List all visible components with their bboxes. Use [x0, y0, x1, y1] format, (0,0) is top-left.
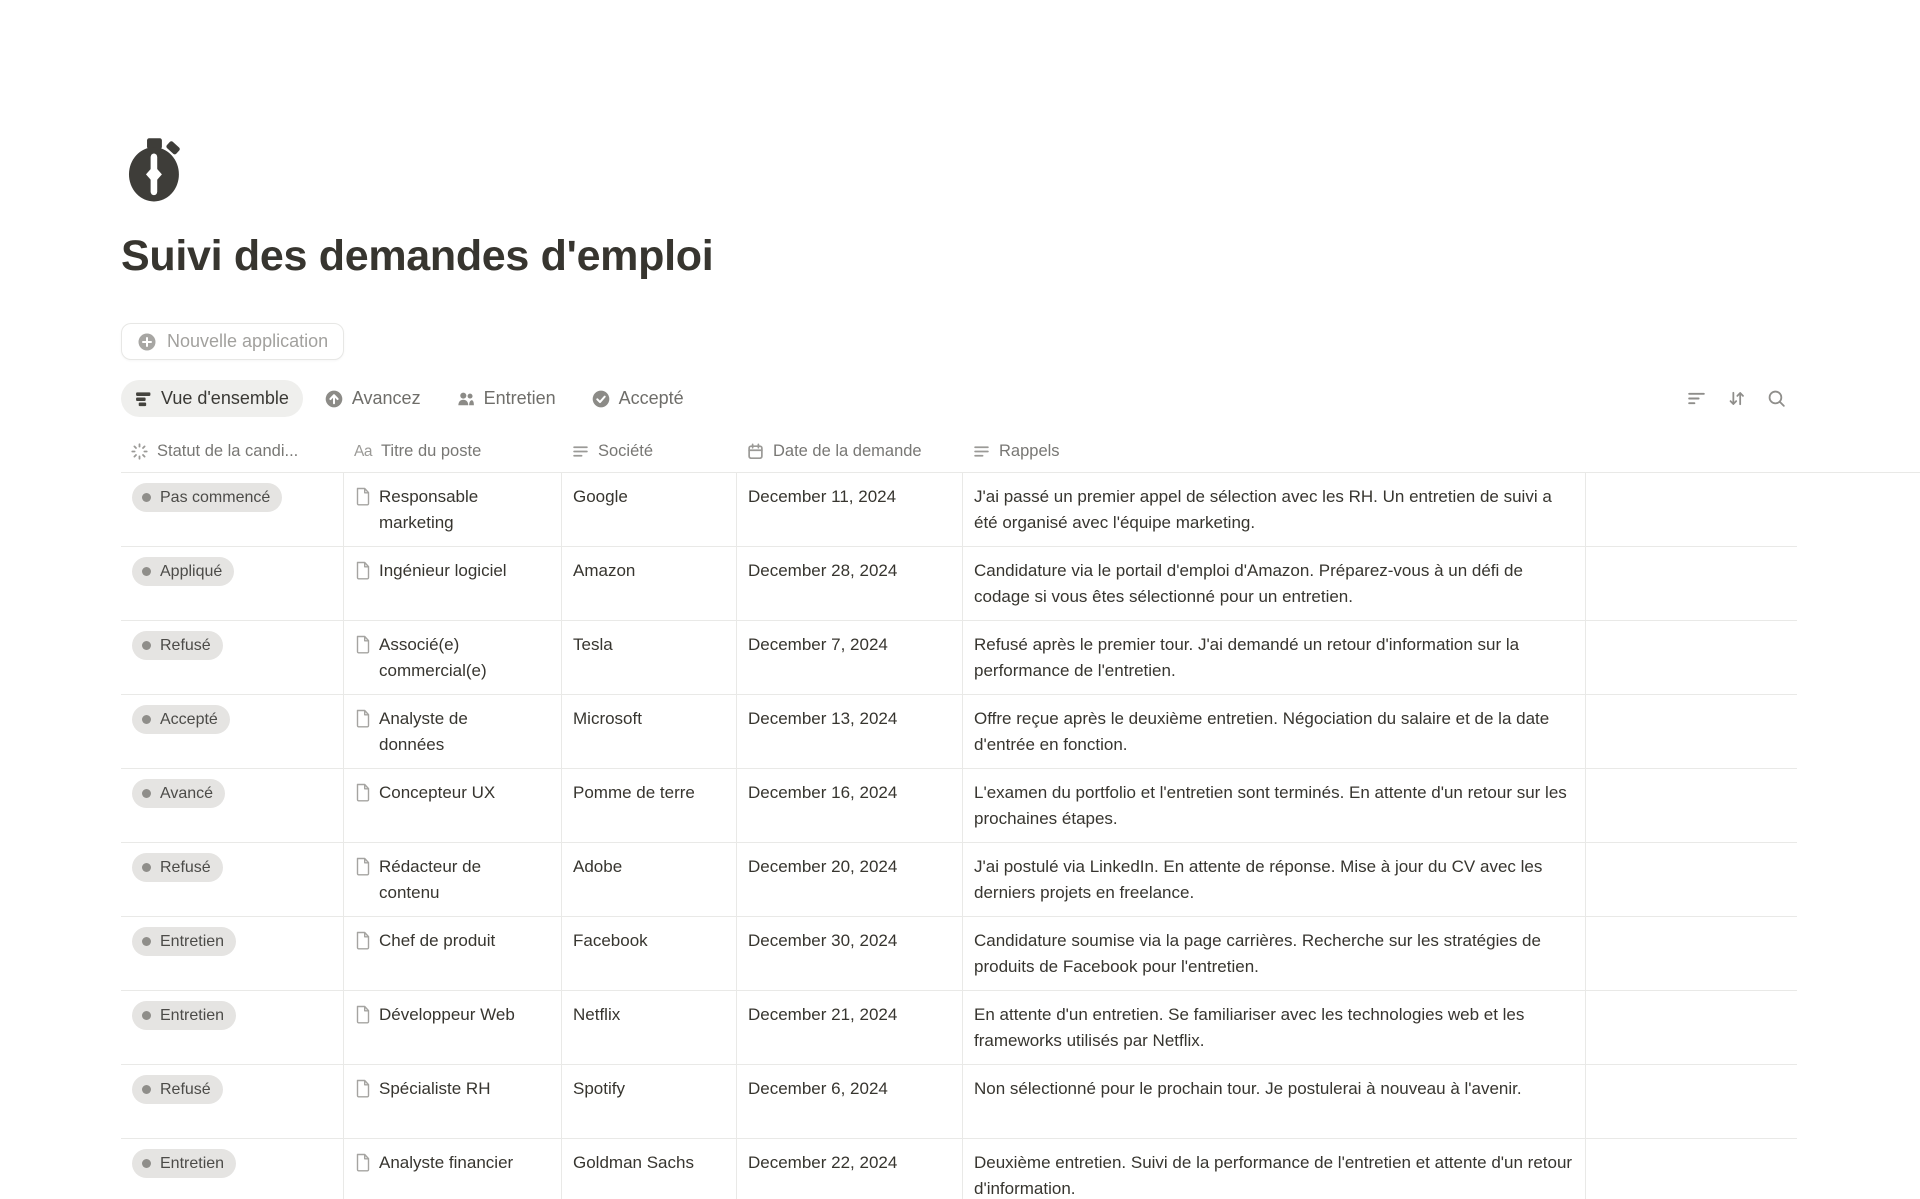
note-cell[interactable] [963, 769, 1586, 842]
company-text: Adobe [573, 857, 623, 876]
tab-avancez[interactable] [311, 380, 435, 417]
date-text: December 22, 2024 [748, 1153, 898, 1172]
status-badge-label: Entretien [160, 1006, 225, 1024]
company-cell[interactable] [562, 769, 737, 842]
page-file-icon [355, 1079, 371, 1138]
job-title-cell[interactable] [344, 473, 562, 546]
status-cell[interactable] [121, 917, 344, 990]
status-dot-icon [142, 789, 151, 798]
status-badge[interactable] [132, 779, 225, 808]
plus-circle-icon [137, 332, 157, 352]
sort-icon[interactable] [1726, 388, 1747, 409]
table-row[interactable] [121, 473, 1797, 547]
note-cell[interactable] [963, 1065, 1586, 1138]
status-badge-label: Avancé [160, 784, 214, 802]
company-text: Pomme de terre [573, 783, 695, 802]
status-dot-icon [142, 1011, 151, 1020]
job-title-text: Analyste de données [379, 709, 468, 754]
status-badge[interactable] [132, 631, 223, 660]
table-row[interactable] [121, 991, 1797, 1065]
company-text: Tesla [573, 635, 613, 654]
page-file-icon [355, 487, 371, 546]
status-badge-label: Appliqué [160, 562, 223, 580]
company-text: Microsoft [573, 709, 642, 728]
note-cell[interactable] [963, 991, 1586, 1064]
tab-label: Avancez [351, 388, 421, 408]
table-row[interactable] [121, 1065, 1797, 1139]
column-label: Société [598, 442, 654, 460]
job-title-text: Développeur Web [379, 1005, 515, 1024]
note-text: Candidature via le portail d'emploi d'Amazon. Préparez-vous à un défi de codage si vous êtes sélectionné pour un entretien. [974, 561, 1523, 606]
page-file-icon [355, 561, 371, 620]
tab-accepte[interactable] [578, 380, 698, 417]
column-header-societe[interactable] [562, 442, 737, 461]
status-spinner-icon [131, 443, 148, 460]
filter-icon[interactable] [1686, 388, 1707, 409]
page-file-icon [355, 857, 371, 916]
job-title-text: Chef de produit [379, 931, 496, 950]
people-icon [457, 390, 475, 408]
table-body [121, 472, 1920, 1199]
page-content [0, 134, 1920, 1199]
date-cell[interactable] [737, 991, 963, 1064]
tab-label: Entretien [483, 388, 556, 408]
company-cell[interactable] [562, 1065, 737, 1138]
column-header-statut[interactable] [121, 442, 344, 461]
status-dot-icon [142, 715, 151, 724]
page-title[interactable]: Suivi des demandes d'emploi [121, 232, 714, 280]
status-badge[interactable] [132, 1149, 236, 1178]
status-cell[interactable] [121, 621, 344, 694]
date-cell[interactable] [737, 547, 963, 620]
job-title-text: Spécialiste RH [379, 1079, 491, 1098]
job-title-text: Responsable marketing [379, 487, 479, 532]
status-cell[interactable] [121, 769, 344, 842]
date-text: December 20, 2024 [748, 857, 898, 876]
trailing-cell[interactable] [1586, 917, 1797, 990]
table-row[interactable] [121, 547, 1797, 621]
table-row[interactable] [121, 695, 1797, 769]
note-cell[interactable] [963, 695, 1586, 768]
date-cell[interactable] [737, 1065, 963, 1138]
job-title-cell[interactable] [344, 991, 562, 1064]
status-cell[interactable] [121, 1139, 344, 1199]
status-dot-icon [142, 937, 151, 946]
column-label: Rappels [999, 442, 1060, 460]
status-cell[interactable] [121, 473, 344, 546]
trailing-cell[interactable] [1586, 843, 1797, 916]
status-dot-icon [142, 1159, 151, 1168]
text-lines-icon [572, 443, 589, 460]
date-text: December 6, 2024 [748, 1079, 888, 1098]
company-text: Netflix [573, 1005, 621, 1024]
column-label: Date de la demande [773, 442, 922, 460]
status-badge[interactable] [132, 853, 223, 882]
trailing-cell[interactable] [1586, 473, 1797, 546]
tab-label: Vue d'ensemble [161, 388, 289, 408]
trailing-cell[interactable] [1586, 991, 1797, 1064]
status-badge-label: Entretien [160, 932, 225, 950]
status-dot-icon [142, 493, 151, 502]
status-badge-label: Accepté [160, 710, 218, 728]
job-title-cell[interactable] [344, 917, 562, 990]
note-cell[interactable] [963, 1139, 1586, 1199]
table-row[interactable] [121, 621, 1797, 695]
note-text: En attente d'un entretien. Se familiariser avec les technologies web et les frameworks utilisés par Netflix. [974, 1005, 1525, 1050]
new-application-label: Nouvelle application [167, 331, 329, 351]
company-text: Google [573, 487, 628, 506]
trailing-cell[interactable] [1586, 1139, 1797, 1199]
tab-vue-densemble[interactable] [121, 380, 303, 417]
page-file-icon [355, 931, 371, 990]
company-text: Facebook [573, 931, 648, 950]
board-view-icon [135, 390, 152, 407]
page-file-icon [355, 1005, 371, 1064]
status-dot-icon [142, 1085, 151, 1094]
date-text: December 21, 2024 [748, 1005, 898, 1024]
job-title-cell[interactable] [344, 1065, 562, 1138]
column-header-titre[interactable] [344, 442, 562, 461]
page-file-icon [355, 635, 371, 694]
status-dot-icon [142, 567, 151, 576]
trailing-cell[interactable] [1586, 1065, 1797, 1138]
status-badge[interactable] [132, 557, 234, 586]
date-cell[interactable] [737, 917, 963, 990]
status-cell[interactable] [121, 991, 344, 1064]
text-lines-icon [973, 443, 990, 460]
column-label: Statut de la candi... [157, 442, 299, 460]
company-cell[interactable] [562, 547, 737, 620]
job-title-text: Analyste financier [379, 1153, 514, 1172]
note-text: Offre reçue après le deuxième entretien. Négociation du salaire et de la date d'entrée en fonction. [974, 709, 1550, 754]
status-cell[interactable] [121, 547, 344, 620]
trailing-cell[interactable] [1586, 621, 1797, 694]
page-file-icon [355, 783, 371, 842]
trailing-cell[interactable] [1586, 695, 1797, 768]
job-title-text: Concepteur UX [379, 783, 496, 802]
job-title-cell[interactable] [344, 843, 562, 916]
company-text: Goldman Sachs [573, 1153, 694, 1172]
tab-entretien[interactable] [443, 380, 570, 417]
company-text: Amazon [573, 561, 636, 580]
job-title-text: Associé(e) commercial(e) [379, 635, 487, 680]
column-header-rappels[interactable] [963, 442, 1586, 461]
date-cell[interactable] [737, 769, 963, 842]
note-text: L'examen du portfolio et l'entretien sont terminés. En attente d'un retour sur les prochaines étapes. [974, 783, 1567, 828]
date-text: December 16, 2024 [748, 783, 898, 802]
note-text: Non sélectionné pour le prochain tour. Je postulerai à nouveau à l'avenir. [974, 1079, 1522, 1098]
company-cell[interactable] [562, 473, 737, 546]
table-header [121, 431, 1797, 472]
status-badge[interactable] [132, 1075, 223, 1104]
status-dot-icon [142, 863, 151, 872]
date-text: December 28, 2024 [748, 561, 898, 580]
note-cell[interactable] [963, 473, 1586, 546]
note-text: Deuxième entretien. Suivi de la performance de l'entretien et attente d'un retour d'information. [974, 1153, 1573, 1198]
status-dot-icon [142, 641, 151, 650]
status-cell[interactable] [121, 695, 344, 768]
trailing-cell[interactable] [1586, 769, 1797, 842]
job-title-cell[interactable] [344, 547, 562, 620]
job-title-cell[interactable] [344, 621, 562, 694]
note-text: J'ai postulé via LinkedIn. En attente de réponse. Mise à jour du CV avec les derniers projets en freelance. [974, 857, 1543, 902]
job-title-cell[interactable] [344, 695, 562, 768]
company-cell[interactable] [562, 621, 737, 694]
date-text: December 7, 2024 [748, 635, 888, 654]
note-cell[interactable] [963, 621, 1586, 694]
company-cell[interactable] [562, 695, 737, 768]
company-text: Spotify [573, 1079, 625, 1098]
date-cell[interactable] [737, 621, 963, 694]
company-cell[interactable] [562, 917, 737, 990]
date-cell[interactable] [737, 1139, 963, 1199]
view-actions [1686, 388, 1797, 409]
note-text: J'ai passé un premier appel de sélection avec les RH. Un entretien de suivi a été organisé avec l'équipe marketing. [974, 487, 1552, 532]
date-cell[interactable] [737, 843, 963, 916]
check-circle-icon [592, 390, 610, 408]
page-file-icon [355, 709, 371, 768]
tab-label: Accepté [618, 388, 684, 408]
note-cell[interactable] [963, 843, 1586, 916]
company-cell[interactable] [562, 991, 737, 1064]
table-row[interactable] [121, 917, 1797, 991]
status-badge-label: Pas commencé [160, 488, 271, 506]
view-toolbar [121, 380, 1797, 417]
job-title-cell[interactable] [344, 769, 562, 842]
column-header-date[interactable] [737, 442, 963, 461]
search-icon[interactable] [1766, 388, 1787, 409]
status-badge[interactable] [132, 1001, 236, 1030]
calendar-icon [747, 443, 764, 460]
table-row[interactable] [121, 1139, 1797, 1199]
status-badge[interactable] [132, 705, 230, 734]
table-row[interactable] [121, 843, 1797, 917]
status-badge[interactable] [132, 927, 236, 956]
date-cell[interactable] [737, 473, 963, 546]
note-text: Refusé après le premier tour. J'ai demandé un retour d'information sur la performance de l'entretien. [974, 635, 1520, 680]
view-tabs [121, 380, 698, 417]
arrow-up-circle-icon [325, 390, 343, 408]
status-cell[interactable] [121, 1065, 344, 1138]
text-style-aa-icon: Aa [354, 442, 372, 460]
job-title-text: Ingénieur logiciel [379, 561, 507, 580]
note-cell[interactable] [963, 547, 1586, 620]
status-badge-label: Refusé [160, 858, 211, 876]
table-row[interactable] [121, 769, 1797, 843]
date-text: December 30, 2024 [748, 931, 898, 950]
company-cell[interactable] [562, 843, 737, 916]
note-cell[interactable] [963, 917, 1586, 990]
status-badge-label: Entretien [160, 1154, 225, 1172]
new-application-button[interactable] [121, 323, 344, 360]
status-badge[interactable] [132, 483, 282, 512]
stopwatch-icon[interactable] [121, 134, 189, 202]
status-badge-label: Refusé [160, 636, 211, 654]
page-file-icon [355, 1153, 371, 1199]
job-title-text: Rédacteur de contenu [379, 857, 482, 902]
date-cell[interactable] [737, 695, 963, 768]
date-text: December 13, 2024 [748, 709, 898, 728]
status-cell[interactable] [121, 843, 344, 916]
company-cell[interactable] [562, 1139, 737, 1199]
status-badge-label: Refusé [160, 1080, 211, 1098]
date-text: December 11, 2024 [748, 487, 897, 506]
job-title-cell[interactable] [344, 1139, 562, 1199]
note-text: Candidature soumise via la page carrières. Recherche sur les stratégies de produits de Facebook pour l'entretien. [974, 931, 1541, 976]
trailing-cell[interactable] [1586, 547, 1797, 620]
column-label: Titre du poste [380, 442, 482, 460]
